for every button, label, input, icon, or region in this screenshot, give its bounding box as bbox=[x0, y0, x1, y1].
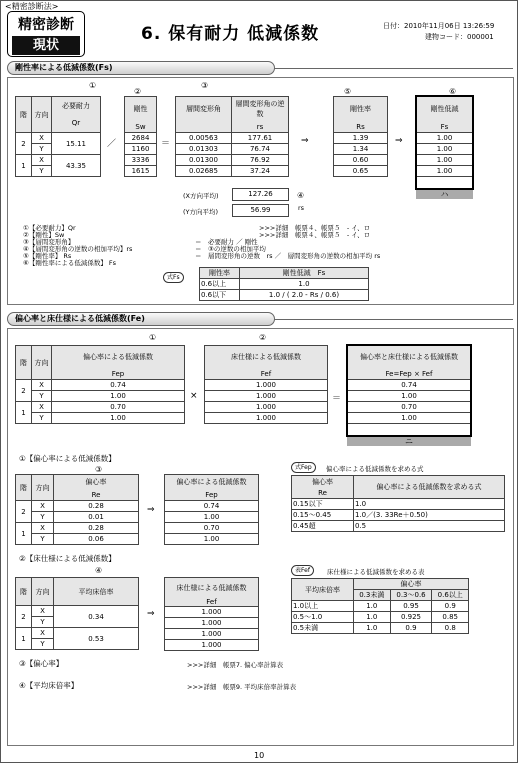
slash-op: ／ bbox=[107, 139, 117, 149]
note-1-detail: >>>詳細 帳票４、帳票５ - イ、ロ bbox=[259, 224, 371, 232]
col-fs-sub: Fs bbox=[417, 122, 473, 133]
fef-lookup-cell: 1.0以上 bbox=[292, 601, 354, 612]
cell-fep: 0.74 bbox=[52, 380, 185, 391]
fs-formula-cell: 1.0 / ( 2.0 - Rs / 0.6) bbox=[240, 290, 369, 301]
fep-badge: 式Fep bbox=[291, 462, 316, 473]
cell-dir: X bbox=[32, 155, 52, 166]
cell-fef: 1.000 bbox=[165, 617, 259, 628]
fep-formula-h1: 偏心率 bbox=[292, 476, 354, 488]
cell-fe: 1.00 bbox=[348, 391, 471, 402]
fep-formula-cell: 0.15以下 bbox=[292, 499, 354, 510]
title-box bbox=[7, 11, 85, 57]
fs-mark: ハ bbox=[416, 190, 473, 199]
arrow-op: ⇒ bbox=[147, 609, 155, 619]
col-fep: 偏心率による低減係数 bbox=[52, 346, 185, 369]
cell-fs: 1.00 bbox=[417, 155, 473, 166]
col-re: 偏心率 bbox=[54, 475, 139, 490]
cell-floor: 2 bbox=[16, 380, 32, 402]
fef-sub-table bbox=[164, 577, 259, 651]
cell-def: 0.00563 bbox=[176, 133, 232, 144]
fs-formula-h1: 剛性率 bbox=[200, 268, 240, 279]
cell-dir: Y bbox=[32, 166, 52, 177]
fef-lookup-col: 0.3未満 bbox=[354, 590, 391, 601]
fef-lookup-table bbox=[291, 578, 469, 634]
col-dir: 方向 bbox=[32, 346, 52, 380]
fef-lookup-col: 0.6以上 bbox=[432, 590, 469, 601]
fep-sub-table bbox=[164, 474, 259, 545]
cell-fef: 1.000 bbox=[165, 639, 259, 650]
fep-formula-h2: 偏心率による低減係数を求める式 bbox=[354, 476, 505, 499]
cell-floor: 1 bbox=[16, 628, 32, 650]
cell-floor: 2 bbox=[16, 501, 32, 523]
times-op: × bbox=[190, 391, 198, 401]
cell-fep: 0.70 bbox=[165, 523, 259, 534]
note-4-detail: ＝ ③の逆数の相加平均 bbox=[195, 245, 266, 253]
cell-qr: 15.11 bbox=[52, 133, 101, 155]
fep-table bbox=[15, 345, 185, 424]
circle-4: ④ bbox=[297, 191, 305, 200]
col-inv: 層間変形角の逆数 bbox=[232, 97, 289, 122]
title-line1: 精密診断 bbox=[18, 17, 74, 33]
cell-floor: 1 bbox=[16, 155, 32, 177]
fs-formula-cell: 0.6以下 bbox=[200, 290, 240, 301]
fep-formula-cell: 1.0／(3. 33Re＋0.50) bbox=[354, 510, 505, 521]
cell-dir: X bbox=[32, 133, 52, 144]
cell-re: 0.28 bbox=[54, 501, 139, 512]
cell-fep: 1.00 bbox=[165, 512, 259, 523]
arrow-op: ⇒ bbox=[147, 505, 155, 515]
note3-detail: >>>詳細 帳票7. 偏心率計算表 bbox=[187, 661, 284, 669]
fef-lookup-h1: 平均床倍率 bbox=[292, 579, 354, 601]
col-qr-sub: Qr bbox=[52, 115, 101, 133]
code-label: 建物コード：000001 bbox=[425, 33, 494, 41]
note-4: ④【層間変形角の逆数の相加平均】rs bbox=[23, 245, 133, 253]
fef-lookup-cell: 1.0 bbox=[354, 612, 391, 623]
fs-formula-cell: 1.0 bbox=[240, 279, 369, 290]
fe-highlight bbox=[346, 344, 472, 437]
cell-fep: 1.00 bbox=[165, 534, 259, 545]
cell-dir: Y bbox=[32, 639, 54, 650]
title-line2: 現状 bbox=[12, 36, 80, 55]
col-fep: 偏心率による低減係数 bbox=[165, 475, 259, 490]
cell-dir: Y bbox=[32, 144, 52, 155]
fef-lookup-cell: 0.9 bbox=[390, 623, 432, 634]
circle-1: ① bbox=[89, 81, 97, 90]
qr-table bbox=[15, 96, 101, 177]
col-fef: 床仕様による低減係数 bbox=[205, 346, 328, 369]
note4-detail: >>>詳細 帳票9. 平均床倍率計算表 bbox=[187, 683, 297, 691]
fep-formula-cell: 0.45超 bbox=[292, 521, 354, 532]
page-title: 6. 保有耐力 低減係数 bbox=[141, 24, 320, 44]
col-fef-sub: Fef bbox=[205, 369, 328, 380]
sub1-title: ①【偏心率による低減係数】 bbox=[19, 454, 116, 463]
equals-op: ＝ bbox=[161, 139, 171, 149]
col-floor: 階 bbox=[16, 578, 32, 606]
col-re-sub: Re bbox=[54, 490, 139, 501]
note-2-detail: >>>詳細 帳票４、帳票５ - イ、ロ bbox=[259, 231, 371, 239]
circle-6: ⑥ bbox=[449, 87, 457, 96]
cell-re: 0.28 bbox=[54, 523, 139, 534]
date-label: 日付：2010年11月06日 13:26:59 bbox=[383, 22, 495, 30]
col-fs: 剛性低減 bbox=[417, 97, 473, 122]
cell-ratio: 0.53 bbox=[54, 628, 139, 650]
col-sw-sub: Sw bbox=[125, 122, 157, 133]
equals-op: ＝ bbox=[332, 394, 342, 404]
col-dir: 方向 bbox=[32, 578, 54, 606]
col-floor: 階 bbox=[16, 346, 32, 380]
fef-lookup-col: 0.3～0.6 bbox=[390, 590, 432, 601]
note3-label: ③【偏心率】 bbox=[19, 659, 64, 668]
cell-fef: 1.000 bbox=[205, 391, 328, 402]
cell-dir: Y bbox=[32, 534, 54, 545]
arrow-op: ⇒ bbox=[395, 136, 403, 146]
col-rs-sub: Rs bbox=[334, 122, 388, 133]
note-3-detail: ＝ 必要耐力 ／ 剛性 bbox=[195, 238, 258, 246]
cell-ratio: 0.34 bbox=[54, 606, 139, 628]
note-2: ②【剛性】Sw bbox=[23, 231, 65, 239]
cell-inv: 76.92 bbox=[232, 155, 289, 166]
section1-band: 剛性率による低減係数(Fs) bbox=[7, 61, 275, 75]
cell-fef: 1.000 bbox=[165, 606, 259, 617]
band-rule bbox=[271, 68, 513, 69]
ratio-table bbox=[15, 577, 139, 650]
fef-table-title: 床仕様による低減係数を求める表 bbox=[327, 568, 425, 576]
avg-x-label: (X方向平均) bbox=[183, 192, 219, 200]
fs-formula-h2: 剛性低減 Fs bbox=[240, 268, 369, 279]
fs-formula-badge: 式Fs bbox=[163, 272, 184, 283]
header-tag: <精密診断法> bbox=[5, 2, 59, 11]
circle-3: ③ bbox=[95, 465, 103, 474]
cell-dir: X bbox=[32, 501, 54, 512]
cell-sw: 3336 bbox=[125, 155, 157, 166]
cell-rs: 0.60 bbox=[334, 155, 388, 166]
fep-formula-h1-sub: Re bbox=[292, 488, 354, 499]
fef-lookup-cell: 0.9 bbox=[432, 601, 469, 612]
page-number: 10 bbox=[254, 751, 265, 760]
cell-fe: 0.70 bbox=[348, 402, 471, 413]
cell-dir: X bbox=[32, 380, 52, 391]
fep-formula-cell: 1.0 bbox=[354, 499, 505, 510]
cell-fef: 1.000 bbox=[205, 380, 328, 391]
fef-lookup-cell: 0.8 bbox=[432, 623, 469, 634]
col-def: 層間変形角 bbox=[176, 97, 232, 122]
fef-lookup-cell: 0.95 bbox=[390, 601, 432, 612]
cell-dir: Y bbox=[32, 413, 52, 424]
cell-floor: 2 bbox=[16, 133, 32, 155]
section2-band: 偏心率と床仕様による低減係数(Fe) bbox=[7, 312, 275, 326]
fef-badge: 表Fef bbox=[291, 565, 314, 576]
cell-floor: 1 bbox=[16, 523, 32, 545]
cell-sw: 2684 bbox=[125, 133, 157, 144]
note-5: ⑤【剛性率】 Rs bbox=[23, 252, 72, 260]
col-floor: 階 bbox=[16, 97, 32, 133]
note4-label: ④【平均床倍率】 bbox=[19, 681, 79, 690]
cell-floor: 2 bbox=[16, 606, 32, 628]
cell-fef: 1.000 bbox=[205, 402, 328, 413]
cell-dir: X bbox=[32, 402, 52, 413]
cell-rs: 1.34 bbox=[334, 144, 388, 155]
col-dir: 方向 bbox=[32, 475, 54, 501]
col-dir: 方向 bbox=[32, 97, 52, 133]
cell-dir: Y bbox=[32, 617, 54, 628]
circle-4: ④ bbox=[95, 566, 103, 575]
fef-lookup-h2: 偏心率 bbox=[354, 579, 469, 590]
fef-lookup-cell: 0.5～1.0 bbox=[292, 612, 354, 623]
cell-dir: Y bbox=[32, 512, 54, 523]
fef-lookup-cell: 1.0 bbox=[354, 601, 391, 612]
circle-1: ① bbox=[149, 333, 157, 342]
cell-rs: 1.39 bbox=[334, 133, 388, 144]
circle-2: ② bbox=[134, 87, 142, 96]
cell-inv: 177.61 bbox=[232, 133, 289, 144]
cell-fep: 1.00 bbox=[52, 391, 185, 402]
avg-y-label: (Y方向平均) bbox=[183, 208, 219, 216]
cell-fep: 1.00 bbox=[52, 413, 185, 424]
fep-formula-title: 偏心率による低減係数を求める式 bbox=[326, 465, 424, 473]
cell-fep: 0.70 bbox=[52, 402, 185, 413]
cell-re: 0.01 bbox=[54, 512, 139, 523]
cell-sw: 1160 bbox=[125, 144, 157, 155]
fs-highlight bbox=[415, 95, 474, 190]
col-floor: 階 bbox=[16, 475, 32, 501]
col-rs: 剛性率 bbox=[334, 97, 388, 122]
circle-5: ⑤ bbox=[344, 87, 352, 96]
fef-lookup-cell: 0.925 bbox=[390, 612, 432, 623]
cell-def: 0.02685 bbox=[176, 166, 232, 177]
fef-table bbox=[204, 345, 328, 424]
cell-sw: 1615 bbox=[125, 166, 157, 177]
cell-rs: 0.65 bbox=[334, 166, 388, 177]
col-fe: 偏心率と床仕様による低減係数 bbox=[348, 346, 471, 369]
cell-fef: 1.000 bbox=[165, 628, 259, 639]
cell-fs: 1.00 bbox=[417, 144, 473, 155]
band-rule bbox=[271, 319, 513, 320]
col-fef: 床仕様による低減係数 bbox=[165, 578, 259, 598]
avg-y-value: 56.99 bbox=[232, 204, 289, 217]
cell-inv: 76.74 bbox=[232, 144, 289, 155]
fep-formula-cell: 0.15～0.45 bbox=[292, 510, 354, 521]
circle-2: ② bbox=[259, 333, 267, 342]
note-6: ⑥【剛性率による低減係数】 Fs bbox=[23, 259, 117, 267]
cell-dir: Y bbox=[32, 391, 52, 402]
avg-x-value: 127.26 bbox=[232, 188, 289, 201]
cell-fe: 1.00 bbox=[348, 413, 471, 424]
cell-dir: X bbox=[32, 606, 54, 617]
cell-dir: X bbox=[32, 628, 54, 639]
fef-lookup-cell: 0.85 bbox=[432, 612, 469, 623]
fs-formula-table bbox=[199, 267, 369, 301]
fep-formula-cell: 0.5 bbox=[354, 521, 505, 532]
col-inv-sub: rs bbox=[232, 122, 289, 133]
col-fef-sub: Fef bbox=[165, 598, 259, 607]
fs-formula-cell: 0.6以上 bbox=[200, 279, 240, 290]
cell-dir: X bbox=[32, 523, 54, 534]
re-table bbox=[15, 474, 139, 545]
cell-floor: 1 bbox=[16, 402, 32, 424]
note-3: ③【層間変形角】 bbox=[23, 238, 75, 246]
col-fep-sub: Fep bbox=[52, 369, 185, 380]
fep-formula-table bbox=[291, 475, 505, 532]
cell-qr: 43.35 bbox=[52, 155, 101, 177]
cell-inv: 37.24 bbox=[232, 166, 289, 177]
arrow-op: ⇒ bbox=[301, 136, 309, 146]
col-qr: 必要耐力 bbox=[52, 97, 101, 115]
cell-def: 0.01300 bbox=[176, 155, 232, 166]
cell-fs: 1.00 bbox=[417, 133, 473, 144]
sw-table bbox=[124, 96, 157, 177]
col-def-sub bbox=[176, 122, 232, 133]
cell-fef: 1.000 bbox=[205, 413, 328, 424]
sub2-title: ②【床仕様による低減係数】 bbox=[19, 554, 116, 563]
circle-3: ③ bbox=[201, 81, 209, 90]
col-fep-sub: Fep bbox=[165, 490, 259, 501]
cell-fs: 1.00 bbox=[417, 166, 473, 177]
cell-fe: 0.74 bbox=[348, 380, 471, 391]
cell-def: 0.01303 bbox=[176, 144, 232, 155]
note-1: ①【必要耐力】Qr bbox=[23, 224, 76, 232]
fef-lookup-cell: 1.0 bbox=[354, 623, 391, 634]
note-5-detail: ＝ 層間変形角の逆数 rs ／ 層間変形角の逆数の相加平均 rs bbox=[195, 252, 381, 260]
avg-symbol: rs bbox=[298, 204, 305, 212]
fef-lookup-cell: 0.5未満 bbox=[292, 623, 354, 634]
col-sw: 剛性 bbox=[125, 97, 157, 122]
fe-mark: ニ bbox=[347, 437, 471, 446]
rs-table bbox=[333, 96, 388, 177]
cell-re: 0.06 bbox=[54, 534, 139, 545]
col-fe-sub: Fe=Fep × Fef bbox=[348, 369, 471, 380]
cell-fep: 0.74 bbox=[165, 501, 259, 512]
def-table bbox=[175, 96, 289, 177]
col-ratio: 平均床倍率 bbox=[54, 578, 139, 606]
